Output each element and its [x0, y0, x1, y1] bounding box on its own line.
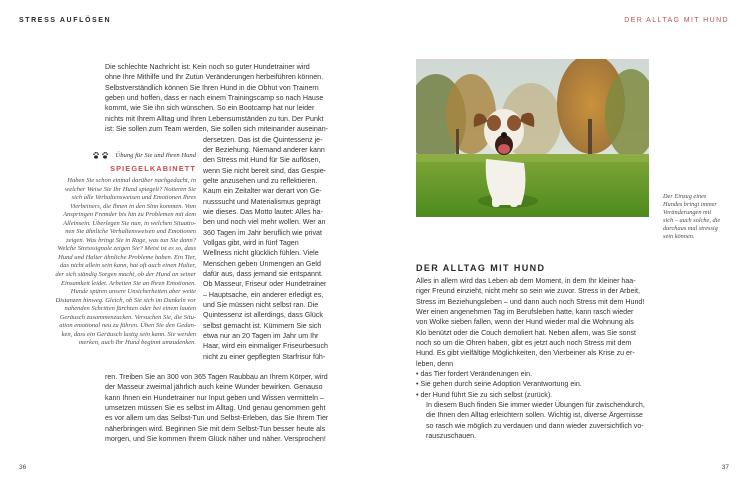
running-head-right: DER ALLTAG MIT HUND — [624, 17, 729, 24]
text-line: noch so um die Ohren haben, gibt es jetzt auch noch Stress mit dem — [416, 339, 632, 348]
text-line: morgen, und Sie kommen Ihrem Glück näher und näher. Versprochen! — [105, 435, 326, 444]
text-line: Anspringen Fremder bis hin zu Problemen mit dem — [63, 211, 196, 219]
text-line: sein können. — [663, 232, 695, 240]
text-line: In diesem Buch finden Sie immer wieder Übungen für zwischendurch, — [426, 401, 645, 410]
text-line: – Hauptsache, ein anderer erledigt es, — [203, 290, 324, 299]
text-line: ben und noch viel mehr wollen. Wer an — [203, 218, 326, 227]
text-line: Distanzen hinweg. Gleich, ob Sie sich im Dunkeln vor — [55, 296, 196, 304]
text-line: dafür aus, dass jemand sie entspannt. — [203, 269, 323, 278]
text-line: nen Sie ähnliche Verhaltensweisen und Emotionen — [65, 228, 196, 236]
text-line: von Wolke sieben fallen, wenn der Hund wieder mal die Wohnung als — [416, 318, 634, 327]
text-line: der sich ständig Sorgen macht, ob der Hund an seiner — [55, 271, 196, 279]
text-line: ren. Treiben Sie an 300 von 365 Tagen Raubbau an Ihrem Körper, wird — [105, 373, 328, 381]
text-line: selbst gemacht ist. Kümmern Sie sich — [203, 321, 322, 330]
text-line: und Sie müssen nicht selbst ran. Die — [203, 301, 319, 309]
text-line: Haar, wird ein einmaliger Friseurbesuch — [203, 342, 328, 351]
text-line: die Ihnen den Alltag erleichtern sollen. Wichtig ist, diverse Ärgernisse — [426, 411, 643, 420]
photo-caption — [663, 193, 743, 240]
text-line: Alles in allem wird das Leben ab dem Moment, in dem Ihr kleiner haa- — [416, 277, 636, 285]
text-line: Vierbeiners, die Ihnen in den Sinn kommen. Vom — [69, 202, 196, 210]
text-line: rauszuschauen. — [426, 432, 477, 441]
text-line: etwa nur an 20 Tagen im Jahr um Ihr — [203, 332, 319, 341]
text-line: nichts mit Ihrem Alltag und Ihren Lebensumständen zu tun. Der Punkt — [105, 114, 324, 123]
text-line: nicht zu einer gepflegten Starfrisur füh- — [203, 352, 326, 361]
bullet-item: • Sie gehen durch seine Adoption Verantwortung ein. — [416, 379, 651, 389]
text-line: Ob Masseur, Friseur oder Hundetrainer — [203, 280, 327, 289]
text-line: riger Freund einzieht, nicht mehr so sein wie zuvor. Stress in der Arbeit, — [416, 287, 640, 296]
text-line: merken, auch Ihr Hund beginnt umzudenken. — [78, 339, 196, 347]
text-line: Der Einzug eines — [663, 193, 707, 200]
text-line: welcher Weise Sie Ihr Hund spiegelt? Notieren Sie — [64, 185, 196, 193]
text-line: so rasch wie möglich zu verdauen und dann wieder zuversichtlich vo- — [426, 421, 644, 430]
text-line: Hundes bringt immer — [663, 200, 717, 208]
bullet-item: • das Tier fordert Veränderungen ein. — [416, 369, 651, 379]
text-line: Veränderungen mit — [663, 208, 712, 216]
text-line: der Masseur zweimal jährlich auch keine Wunder bewirken. Genauso — [105, 383, 323, 392]
body-right-column-lines — [203, 135, 362, 363]
section-para1-lines — [416, 276, 651, 369]
page-number-right: 37 — [721, 464, 729, 471]
text-line: umsetzen müssen Sie es selbst im Alltag. Und genau genommen geht — [105, 404, 326, 413]
exercise-sidebar — [34, 151, 196, 348]
text-line: ohne Ihre Mithilfe und Ihr Zutun Veränderungen herbeiführen können. — [105, 73, 324, 82]
text-line: Stress im Beziehungsleben – und dann auch noch Stress mit dem Hund! — [416, 297, 645, 306]
text-line: Wer einen angenehmen Tag im Berufsleben hatte, kann rasch wieder — [416, 308, 634, 317]
text-line: 360 Tagen im Jahr beruflich wie privat — [203, 228, 322, 237]
text-line: Hunde spüren unsere Unsicherheiten aber weite — [70, 288, 196, 296]
text-line: Menschen geben Unmengen an Geld — [203, 259, 321, 268]
text-line: ken, dass ein Geräusch lustig sein kann. Sie werden — [61, 330, 196, 338]
paw-icon — [93, 151, 111, 159]
text-line: nusssucht und Materialismus geprägt — [203, 197, 321, 206]
exercise-text-lines — [34, 177, 196, 348]
text-line: das nicht allein sein kann, hat oft auch einen Halter, — [60, 262, 196, 270]
text-line: Quintessenz ist allerdings, dass Glück — [203, 311, 323, 320]
text-line: ist: Sie sollen zum Team werden, Sie sollen sich miteinander auseinan- — [105, 125, 329, 134]
text-line: es vor allem um das Selbst-Tun und Selbst-Erleben, das Sie Ihrem Tier — [105, 414, 329, 423]
section-title: DER ALLTAG MIT HUND — [416, 263, 546, 273]
running-head-left: STRESS AUFLÖSEN — [19, 17, 112, 24]
exercise-title: SPIEGELKABINETT — [110, 164, 196, 173]
text-line: nahenden Schritten fürchten oder bei einem lauten — [64, 305, 196, 313]
text-line: durchaus mal stressig — [663, 224, 718, 232]
text-line: sich alle Verhaltensweisen und Emotionen Ihres — [71, 194, 196, 202]
text-line: näherbringen wird. Beginnen Sie mit dem Selbst-Tun besser heute als — [105, 424, 326, 433]
text-line: leben, denn — [416, 359, 454, 368]
body-bottom-lines — [105, 372, 362, 444]
body-top-lines — [105, 62, 362, 134]
body-top — [105, 62, 362, 134]
text-line: sich – auch solche, die — [663, 216, 721, 224]
text-line: ation emotional neu zu führen. Üben Sie den Gedan- — [59, 322, 196, 330]
text-line: dersetzen. Das ist die Quintessenz je- — [203, 135, 323, 144]
text-line: Geräusch zusammenzucken. Versuchen Sie, die Situ- — [59, 313, 196, 321]
bullet-item: • der Hund führt Sie zu sich selbst (zurück). — [416, 390, 651, 400]
text-line: Vollgas gibt, wird in fünf Tagen — [203, 238, 299, 247]
text-line: Einsamkeit leidet. Arbeiten Sie an Ihren Emotionen. — [60, 279, 196, 287]
body-bottom — [105, 372, 362, 444]
text-line: kommt, wie Sie ihn sich wünschen. So ein Bootcamp hat nur leider — [105, 104, 315, 113]
text-line: Die schlechte Nachricht ist: Kein noch so guter Hundetrainer wird — [105, 63, 310, 71]
text-line: den Stress mit Hund für Sie auflösen, — [203, 156, 321, 165]
text-line: Hund. Es gibt vielfältige Möglichkeiten, den Vierbeiner als Krise zu er- — [416, 349, 635, 358]
text-line: Welche Stresssignale zeigen Sie? Meist ist es so, dass — [57, 245, 196, 253]
text-line: Hund und Halter ähnliche Probleme haben. Ein Tier, — [58, 253, 196, 261]
exercise-text — [34, 177, 196, 348]
text-line: wenn Sie nicht bereit sind, das Gespie- — [203, 166, 327, 175]
text-line: Kaum ein Zeitalter war derart von Ge- — [203, 187, 322, 196]
text-line: zeigen. Was bringt Sie in Rage, was tun Sie dann? — [66, 236, 196, 244]
dog-photo — [416, 59, 649, 217]
text-line: wie dieses. Das Motto lautet: Alles ha- — [203, 207, 323, 216]
text-line: Wellness nicht glücklich fühlen. Viele — [203, 249, 319, 258]
text-line: kann Ihnen ein Hundetrainer nur Input geben und Wissen vermitteln – — [105, 393, 324, 402]
section-body — [416, 276, 651, 442]
text-line: der Beziehung. Niemand anderer kann — [203, 145, 325, 154]
text-line: geben und hoffen, dass er nach einem Trainingscamp so nach Hause — [105, 94, 324, 103]
text-line: Alleinsein. Überlegen Sie nun, in welchen Situatio- — [63, 219, 196, 227]
exercise-kicker: Übung für Sie und Ihren Hund — [115, 151, 196, 159]
text-line: Klo benützt oder die Couch demoliert hat. Neben allem, was Sie sonst — [416, 328, 637, 337]
section-para2-lines — [416, 400, 651, 441]
body-right-column — [203, 135, 362, 363]
text-line: Selbstverständlich können Sie Ihren Hund in die Obhut von Trainern — [105, 83, 319, 92]
photo-caption-lines — [663, 193, 743, 240]
page-number-left: 36 — [19, 464, 27, 471]
text-line: Haben Sie schon einmal darüber nachgedacht, in — [67, 177, 196, 184]
section-bullets — [416, 369, 651, 400]
text-line: gelte anzusehen und zu reflektieren. — [203, 176, 318, 185]
